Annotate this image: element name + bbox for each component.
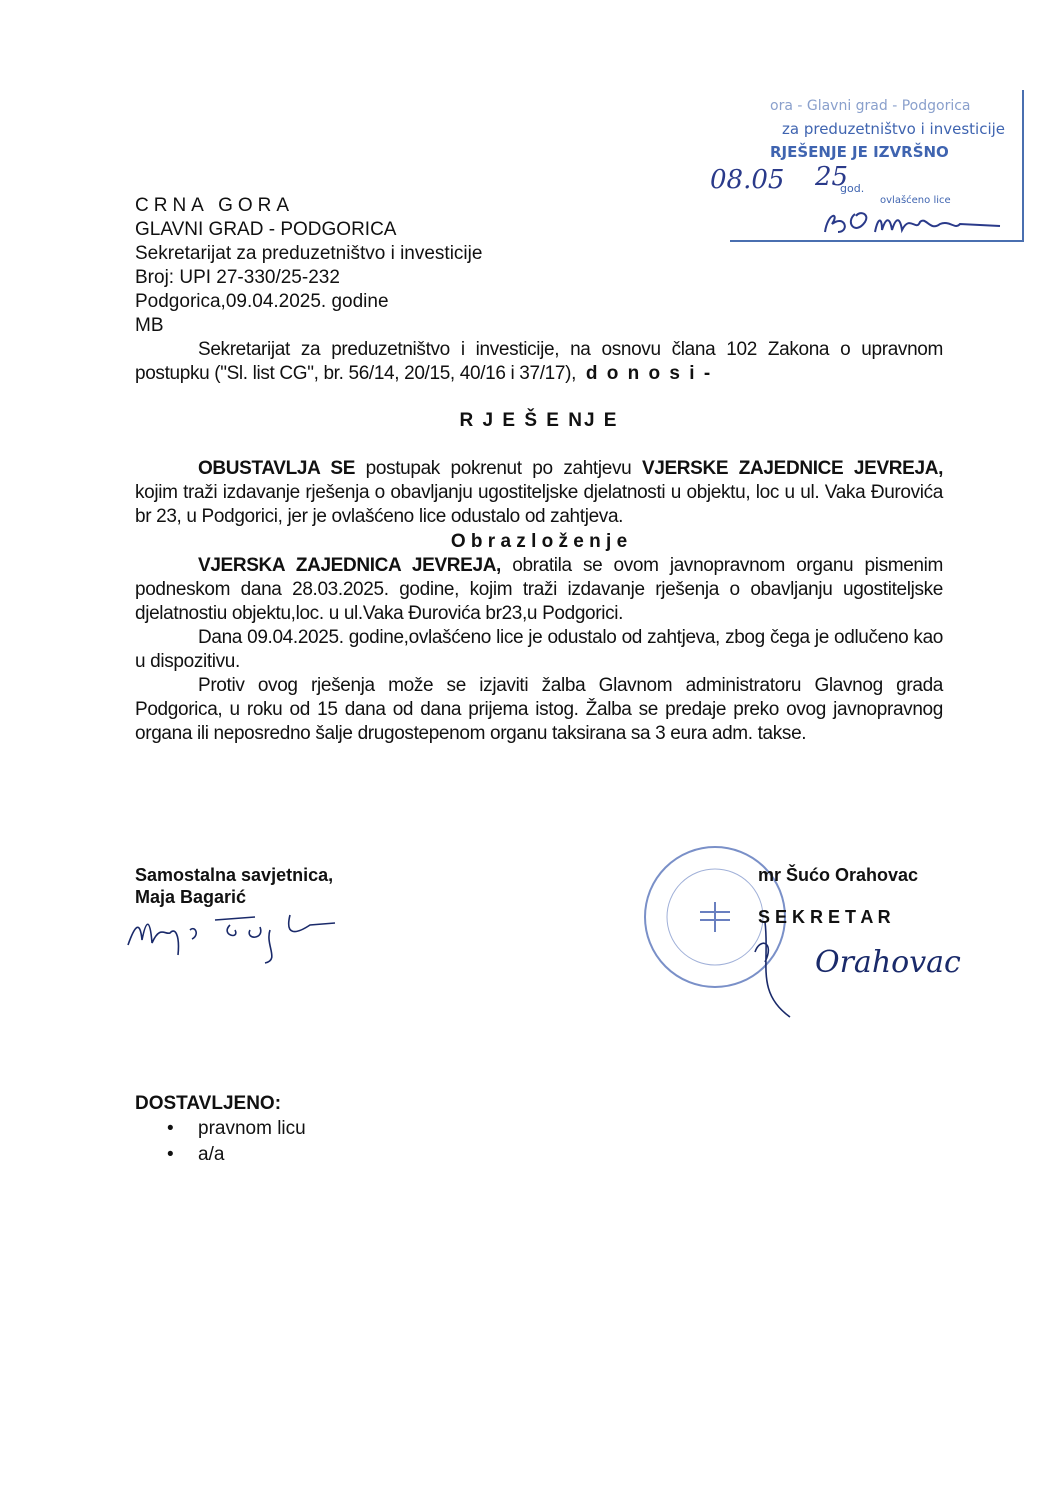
left-signature <box>120 905 350 965</box>
place-date: Podgorica,09.04.2025. godine <box>135 291 389 312</box>
city-name: GLAVNI GRAD - PODGORICA <box>135 219 397 240</box>
intro-text: Sekretarijat za preduzetništvo i investicije, na osnovu člana 102 Zakona o upravnom postupku ("Sl. list CG", br. 56/14, 20/15, 40/16 i 37/17), <box>135 339 943 384</box>
initials: MB <box>135 315 164 336</box>
dispositive-text-1: postupak pokrenut po zahtjevu <box>355 458 642 479</box>
reasoning-paragraph-1 <box>135 554 943 626</box>
delivery-item: • pravnom licu <box>198 1116 306 1142</box>
reasoning-paragraph-2: Dana 09.04.2025. godine,ovlašćeno lice je odustalo od zahtjeva, zbog čega je odlučeno kao u dispozitivu. <box>135 627 943 672</box>
dispositive-paragraph <box>135 457 943 529</box>
stamp-line-1: ora - Glavni grad - Podgorica <box>770 98 971 114</box>
dispositive-text-2: kojim traži izdavanje rješenja o obavljanju ugostiteljske djelatnosti u objektu, loc u ul. Vaka Đurovića br 23, u Podgorici, jer je ovlašćeno lice odustalo od zahtjeva. <box>135 482 943 527</box>
reasoning-text-1: obratila se ovom javnopravnom organu pismenim podneskom dana 28.03.2025. godine, kojim traži izdavanje rješenja o obavljanju ugostiteljske djelatnostiu objektu,loc. u ul.Vaka Đurovića br23,u Podgorici. <box>135 555 943 624</box>
stamp-signature <box>820 202 1010 238</box>
svg-text:Orahovac: Orahovac <box>815 945 961 980</box>
decision-title: R J E Š E NJ E <box>459 410 619 431</box>
reasoning-bold: VJERSKA ZAJEDNICA JEVREJA, <box>198 555 501 576</box>
left-signatory-role: Samostalna savjetnica, <box>135 865 334 885</box>
delivery-list <box>135 1116 306 1168</box>
intro-verb: d o n o s i - <box>585 363 713 384</box>
reasoning-title: O b r a z l o ž e n j e <box>450 531 628 552</box>
right-signatory-role: S E K R E T A R <box>758 907 891 927</box>
stamp-god: god. <box>840 182 865 195</box>
dispositive-bold-2: VJERSKE ZAJEDNICE JEVREJA, <box>641 458 944 479</box>
intro-paragraph <box>135 338 943 386</box>
stamp-year-handwritten: 25 <box>815 162 849 192</box>
enforcement-stamp <box>710 90 1024 242</box>
right-signatory-name: mr Šućo Orahovac <box>758 865 919 885</box>
stamp-date-handwritten: 08.05 <box>710 165 785 195</box>
stamp-authorized-label: ovlašćeno lice <box>880 195 951 206</box>
left-signatory-name: Maja Bagarić <box>135 887 247 907</box>
reference-number: Broj: UPI 27-330/25-232 <box>135 267 340 288</box>
delivery-title: DOSTAVLJENO: <box>135 1093 282 1114</box>
stamp-line-2: za preduzetništvo i investicije <box>782 120 1006 138</box>
delivery-item: • a/a <box>198 1142 306 1168</box>
office-name: Sekretarijat za preduzetništvo i investicije <box>135 243 483 264</box>
country-name: CRNA GORA <box>135 195 295 216</box>
reasoning-paragraph-3: Protiv ovog rješenja može se izjaviti žalba Glavnom administratoru Glavnog grada Podgorica, u roku od 15 dana od dana prijema istog. Žalba se predaje preko ovog javnopravnog organa ili neposredno šalje drugostepenom organu taksirana sa 3 eura adm. takse. <box>135 675 943 744</box>
dispositive-bold-1: OBUSTAVLJA SE <box>198 458 356 479</box>
stamp-line-3: RJEŠENJE JE IZVRŠNO <box>770 143 949 161</box>
